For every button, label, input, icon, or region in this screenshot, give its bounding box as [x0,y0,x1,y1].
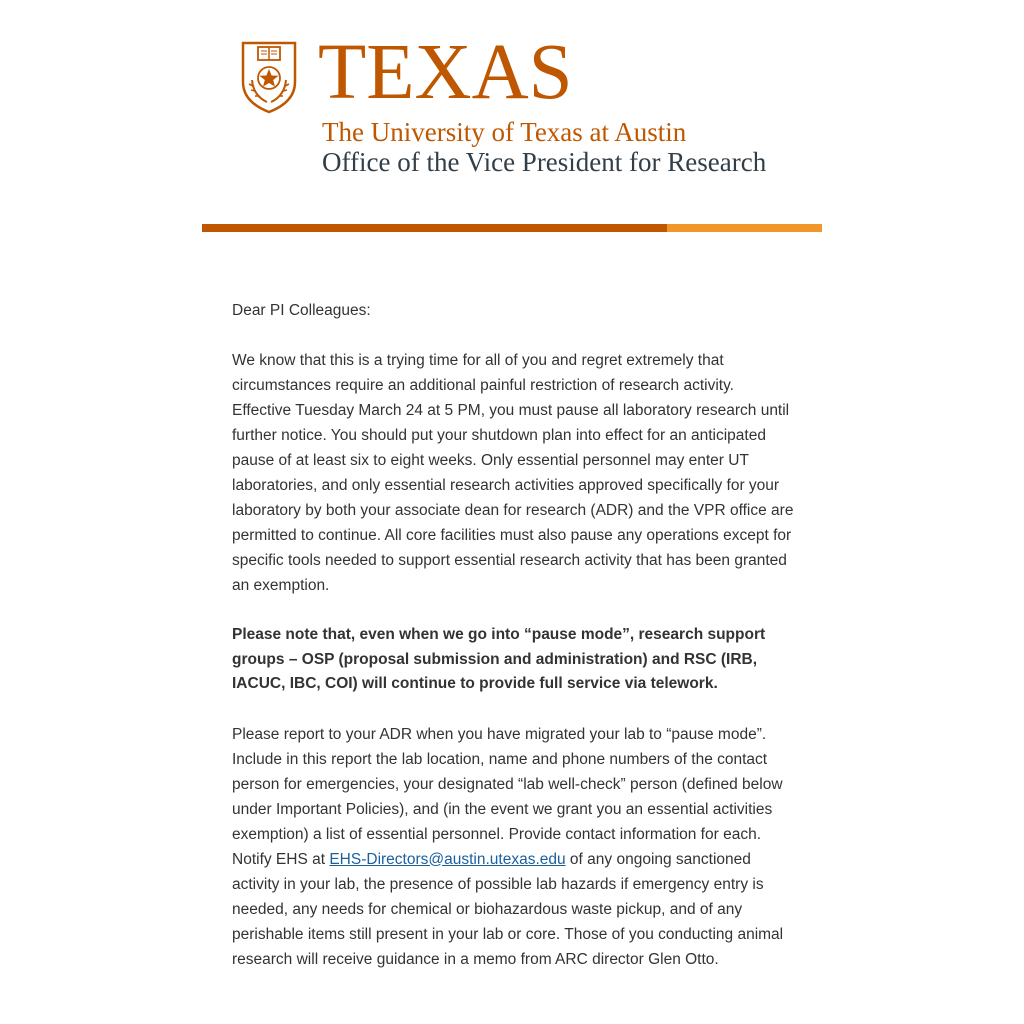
paragraph-pause-notice: We know that this is a trying time for all of you and regret extremely that circumstances require an additional painful restriction of research activity. Effective Tuesday March 24 at 5 PM, you must pause all laboratory research until further notice. You should put your shutdown plan into effect for an anticipated pause of at least six to eight weeks. Only essential personnel may enter UT laboratories, and only essential research activities approved specifically for your laboratory by both your associate dean for research (ADR) and the VPR office are permitted to continue. All core facilities must also pause any operations except for specific tools needed to support essential research activity that has been granted an exemption. [232,352,794,594]
paragraph-support-groups: Please note that, even when we go into “pause mode”, research support groups – OSP (proposal submission and administration) and RSC (IRB, IACUC, IBC, COI) will continue to provide full service via telework. [232,626,766,692]
office-name: Office of the Vice President for Research [322,147,767,177]
report-text-after-link: of any ongoing sanctioned activity in your lab, the presence of possible lab hazards if emergency entry is needed, any needs for chemical or biohazardous waste pickup, and of any perishable items still present in your lab or core. Those of you conducting animal research will receive guidance in a memo from ARC director Glen Otto. [232,850,784,968]
greeting: Dear PI Colleagues: [232,302,371,319]
letterhead [0,0,1024,240]
ehs-email-link[interactable]: EHS-Directors@austin.utexas.edu [329,850,566,868]
header-rule-dark [202,224,667,232]
paragraph-report-instructions [232,722,797,972]
header-rule-light [667,224,822,232]
report-text-before-link: Please report to your ADR when you have migrated your lab to “pause mode”. Include in this report the lab location, name and phone numbers of the contact person for emergencies, your designated “lab well-check” person (defined below under Important Policies), and (in the event we grant you an essential activities exemption) a list of essential personnel. Provide contact information for each. Notify EHS at [232,725,783,868]
university-name: The University of Texas at Austin [322,117,687,147]
letter-body [232,298,797,997]
wordmark: TEXAS [318,29,573,116]
university-seal-icon [240,40,298,114]
